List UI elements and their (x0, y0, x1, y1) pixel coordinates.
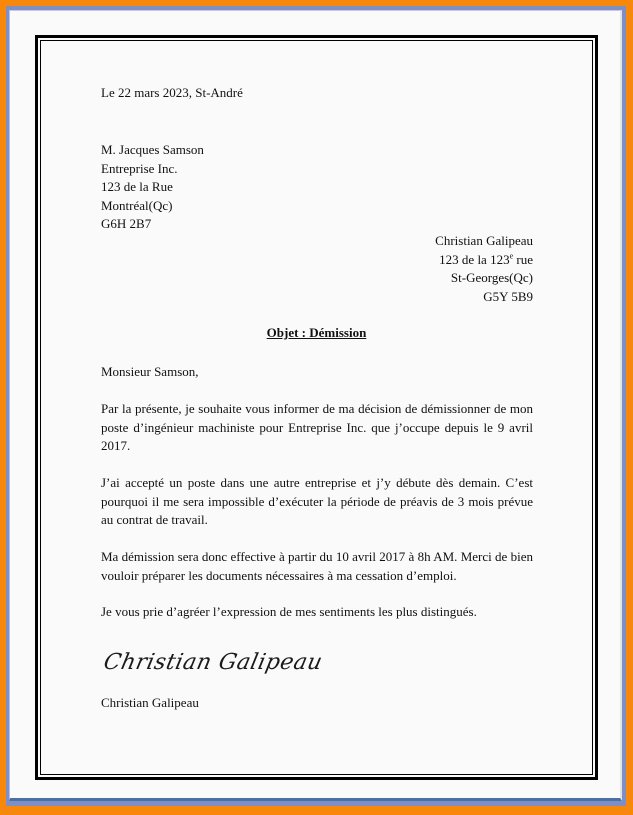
sender-name: Christian Galipeau (435, 233, 533, 248)
sender-street-ordinal: e (509, 251, 514, 261)
recipient-name: M. Jacques Samson (101, 142, 204, 157)
sender-street-number: 123 de la 123 (439, 251, 510, 267)
handwritten-signature: Christian Galipeau (101, 650, 325, 675)
paragraph-3: Ma démission sera donc effective à partir du 10 avril 2017 à 8h AM. Merci de bien vouloir préparer les documents nécessaires à ma cessation d’emploi. (101, 549, 533, 583)
recipient-postal-code: G6H 2B7 (101, 216, 152, 231)
recipient-city: Montréal(Qc) (101, 197, 173, 213)
sender-street-name: rue (513, 251, 533, 267)
salutation: Monsieur Samson, (101, 364, 199, 379)
sender-city: St-Georges(Qc) (450, 270, 533, 285)
recipient-street: 123 de la Rue (101, 179, 173, 194)
sender-address (435, 232, 533, 306)
paragraph-4: Je vous prie d’agréer l’expression de mes sentiments les plus distingués. (101, 604, 477, 619)
printed-signature: Christian Galipeau (101, 695, 199, 710)
subject-line: Objet : Démission (266, 325, 367, 340)
paragraph-2: J’ai accepté un poste dans une autre entreprise et j’y débute dès demain. C’est pourquoi il me sera impossible d’exécuter la période de préavis de 3 mois prévue au contrat de travail. (101, 475, 533, 527)
date-line: Le 22 mars 2023, St-André (101, 85, 243, 100)
sender-postal-code: G5Y 5B9 (483, 288, 533, 304)
recipient-company: Entreprise Inc. (101, 160, 178, 176)
sender-street (435, 251, 533, 270)
paragraph-1: Par la présente, je souhaite vous informer de ma décision de démissionner de mon poste d’ingénieur machiniste pour Entreprise Inc. que j’occupe depuis le 9 avril 2017. (101, 401, 533, 453)
